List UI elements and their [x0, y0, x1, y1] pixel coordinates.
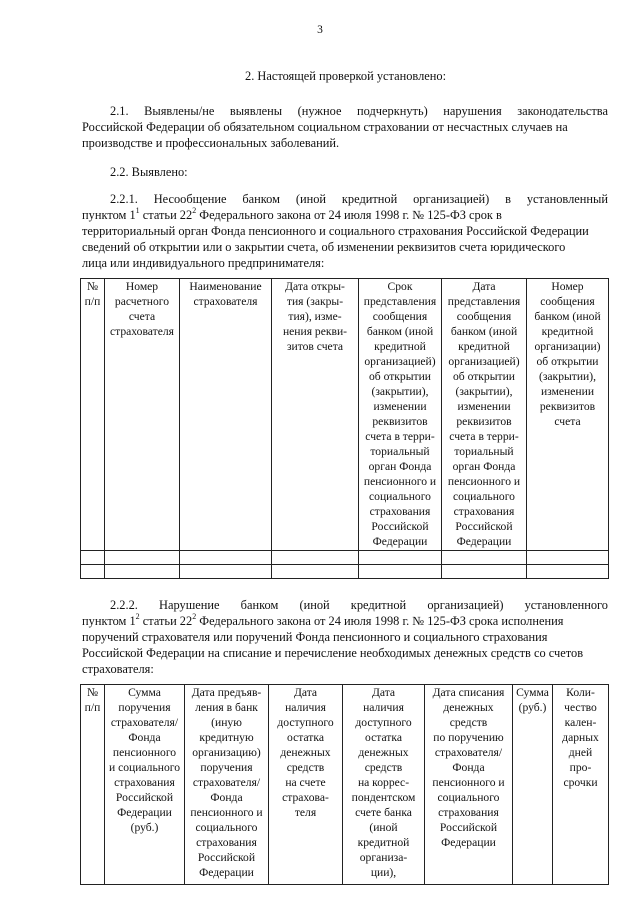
table-account-notification	[80, 278, 609, 579]
table-row	[81, 565, 609, 579]
table-payment-delay	[80, 684, 609, 885]
table-row	[81, 551, 609, 565]
table-cell	[81, 565, 105, 579]
paragraph-2-2-2-line-3: поручений страхователя или поручений Фонда пенсионного и социального страхования	[82, 630, 548, 644]
table-cell	[442, 551, 527, 565]
table-1-header-cell: Дата откры- тия (закры- тия), изме- нения рекви- зитов счета	[272, 279, 359, 551]
table-cell	[527, 551, 609, 565]
table-cell	[527, 565, 609, 579]
paragraph-2-2-2-line-5: страхователя:	[82, 662, 154, 676]
table-2-header-cell: Сумма поручения страхователя/ Фонда пенсионного и социального страхования Российской Федерации (руб.)	[105, 685, 185, 885]
paragraph-2-2-1-line-4: сведений об открытии или о закрытии счета, об изменении реквизитов счета юридического	[82, 240, 566, 254]
table-2-header-cell: № п/п	[81, 685, 105, 885]
section-heading: 2. Настоящей проверкой установлено:	[245, 69, 447, 83]
table-2-header-cell: Дата наличия доступного остатка денежных средств на коррес- пондентском счете банка (иной кредитной организа- ции),	[343, 685, 425, 885]
paragraph-2-2-2-line-1: 2.2.2. Нарушение банком (иной кредитной организацией) установленного	[110, 598, 608, 612]
table-1-header-cell: Номер сообщения банком (иной кредитной организации) об открытии (закрытии), изменении реквизитов счета	[527, 279, 609, 551]
table-1-header-cell: Наименование страхователя	[180, 279, 272, 551]
paragraph-2-2-2-line-4: Российской Федерации на списание и перечисление необходимых денежных средств со счетов	[82, 646, 584, 660]
table-2-header-cell: Дата предъяв- ления в банк (иную кредитную организацию) поручения страхователя/ Фонда пенсионного и социального страхования Российской Федерации	[185, 685, 269, 885]
table-cell	[81, 551, 105, 565]
table-cell	[105, 565, 180, 579]
page-number: 3	[317, 24, 323, 36]
table-1-header-cell: Дата представления сообщения банком (иной кредитной организацией) об открытии (закрытии), изменении реквизитов счета в терри- ториальный орган Фонда пенсионного и социального страхования Российской Федерации	[442, 279, 527, 551]
table-cell	[105, 551, 180, 565]
table-1-header-cell: Номер расчетного счета страхователя	[105, 279, 180, 551]
table-cell	[359, 565, 442, 579]
paragraph-2-2-1-line-1: 2.2.1. Несообщение банком (иной кредитной организацией) в установленный	[110, 192, 608, 206]
table-cell	[359, 551, 442, 565]
table-1-header-cell: № п/п	[81, 279, 105, 551]
paragraph-2-2-2-line-2: пунктом $1^2$ статьи $22^2$ Федерального закона от 24 июля 1998 г. № 125-ФЗ срока исполнения	[82, 611, 564, 628]
table-cell	[272, 551, 359, 565]
table-2-header-row	[81, 685, 609, 885]
paragraph-2-2-1-line-2: пунктом $1^1$ статьи $22^2$ Федерального закона от 24 июля 1998 г. № 125-ФЗ срок в	[82, 205, 502, 222]
paragraph-2-2: 2.2. Выявлено:	[110, 165, 188, 179]
table-1-header-row	[81, 279, 609, 551]
table-cell	[180, 565, 272, 579]
table-2-header-cell: Дата наличия доступного остатка денежных средств на счете страхова- теля	[269, 685, 343, 885]
table-2-header-cell: Коли- чество кален- дарных дней про- срочки	[553, 685, 609, 885]
paragraph-2-2-1-line-3: территориальный орган Фонда пенсионного и социального страхования Российской Федерации	[82, 224, 589, 238]
table-2-header-cell: Сумма (руб.)	[513, 685, 553, 885]
table-2-header-cell: Дата списания денежных средств по поручению страхователя/ Фонда пенсионного и социального страхования Российской Федерации	[425, 685, 513, 885]
table-1-header-cell: Срок представления сообщения банком (иной кредитной организацией) об открытии (закрытии), изменении реквизитов счета в терри- ториальный орган Фонда пенсионного и социального страхования Российской Федерации	[359, 279, 442, 551]
table-cell	[180, 551, 272, 565]
paragraph-2-1-line-2: Российской Федерации об обязательном социальном страховании от несчастных случаев на	[82, 120, 568, 134]
paragraph-2-1-line-1: 2.1. Выявлены/не выявлены (нужное подчеркнуть) нарушения законодательства	[110, 104, 608, 118]
table-cell	[442, 565, 527, 579]
paragraph-2-2-1-line-5: лица или индивидуального предпринимателя:	[82, 256, 325, 270]
paragraph-2-1-line-3: производстве и профессиональных заболеваний.	[82, 136, 340, 150]
table-cell	[272, 565, 359, 579]
